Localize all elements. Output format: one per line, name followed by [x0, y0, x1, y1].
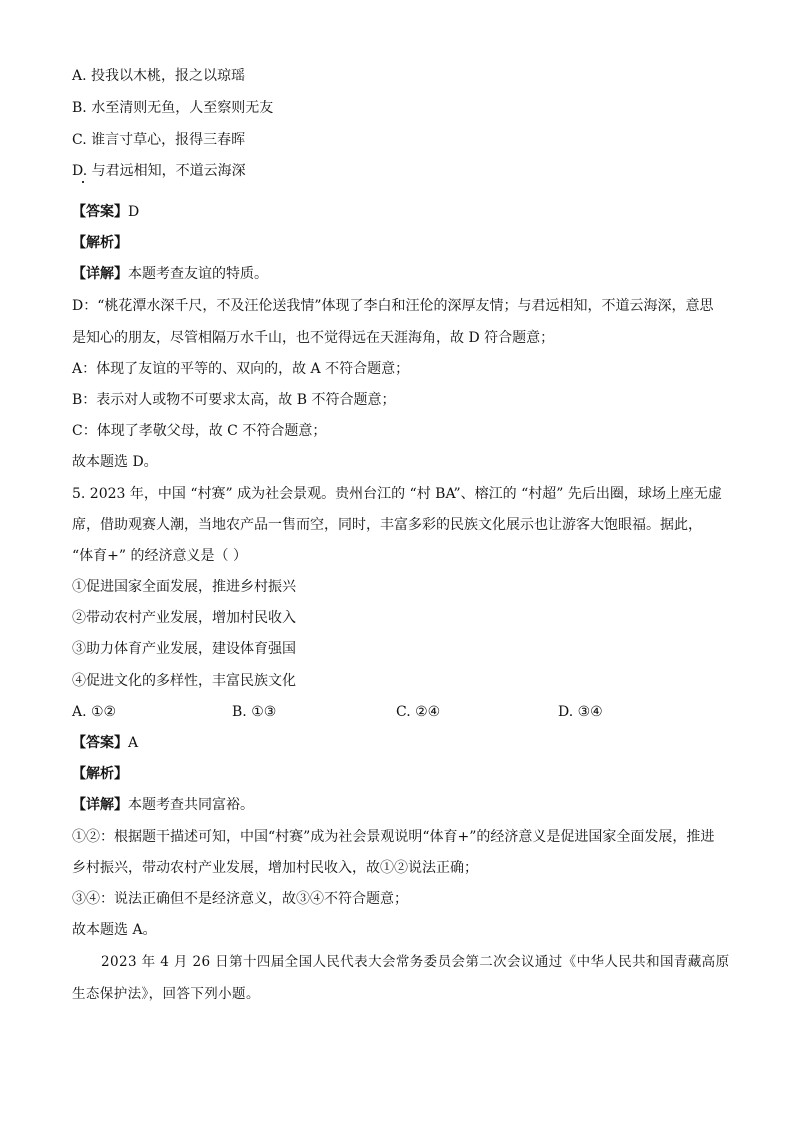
q5-conclusion: 故本题选 A。	[72, 922, 157, 938]
detail-intro-text: 本题考查友谊的特质。	[128, 266, 268, 282]
answer-label: 【答案】	[72, 735, 128, 751]
q5-choice-b: B. ①③	[232, 704, 277, 720]
q5-stem-line: 5. 2023 年，中国 “村赛” 成为社会景观。贵州台江的 “村 BA”、榕江的 “村超” 先后出圈，球场上座无虚	[72, 486, 722, 502]
detail-intro-text: 本题考查共同富裕。	[128, 797, 254, 813]
q4-detail-intro	[72, 264, 268, 284]
q5-choice-a: A. ①②	[72, 704, 117, 720]
q5-statement-3: ③助力体育产业发展，建设体育强国	[72, 641, 296, 657]
q5-stem-line: “体育+” 的经济意义是（ ）	[72, 548, 247, 564]
q4-answer	[72, 202, 139, 222]
q4-detail-line: C：体现了孝敬父母，故 C 不符合题意；	[72, 423, 327, 439]
q5-stem-line: 席，借助观赛人潮，当地农产品一售而空，同时，丰富多彩的民族文化展示也让游客大饱眼福。据此，	[72, 517, 702, 533]
q5-detail-line: 乡村振兴，带动农村产业发展，增加村民收入，故①②说法正确；	[72, 860, 478, 876]
q4-option-d: D. 与君远相知，不道云海深	[72, 163, 246, 179]
q5-choices	[72, 702, 692, 722]
q4-detail-line: A：体现了友谊的平等的、双向的，故 A 不符合题意；	[72, 361, 410, 377]
q5-detail-line: ③④：说法正确但不是经济意义，故③④不符合题意；	[72, 891, 408, 907]
q5-answer	[72, 733, 138, 753]
q5-analysis-label	[72, 764, 128, 784]
analysis-label: 【解析】	[72, 766, 128, 782]
q5-choice-d: D. ③④	[558, 704, 603, 720]
q4-option-b: B. 水至清则无鱼，人至察则无友	[72, 100, 274, 116]
q4-option-c: C. 谁言寸草心，报得三春晖	[72, 132, 246, 148]
answer-value: A	[128, 735, 139, 751]
material-line: 生态保护法》，回答下列小题。	[72, 986, 260, 1002]
q4-detail-line: D：“桃花潭水深千尺，不及汪伦送我情”体现了李白和汪伦的深厚友情；与君远相知，不道云海深，意思	[72, 298, 714, 314]
q5-statement-2: ②带动农村产业发展，增加村民收入	[72, 610, 296, 626]
stray-mark	[82, 181, 84, 183]
answer-value: D	[128, 204, 140, 220]
q4-detail-line: B：表示对人或物不可要求太高，故 B 不符合题意；	[72, 392, 396, 408]
q4-detail-line: 是知心的朋友，尽管相隔万水千山，也不觉得远在天涯海角，故 D 符合题意；	[72, 330, 555, 346]
q5-detail-line: ①②：根据题干描述可知，中国“村赛”成为社会景观说明“体育+”的经济意义是促进国家全面发展，推进	[72, 829, 715, 845]
q5-choice-c: C. ②④	[396, 704, 441, 720]
q4-conclusion: 故本题选 D。	[72, 454, 158, 470]
analysis-label: 【解析】	[72, 235, 128, 251]
q4-option-a: A. 投我以木桃，报之以琼瑶	[72, 68, 246, 84]
q5-statement-4: ④促进文化的多样性，丰富民族文化	[72, 673, 296, 689]
q5-statement-1: ①促进国家全面发展，推进乡村振兴	[72, 579, 296, 595]
detail-label: 【详解】	[72, 797, 128, 813]
answer-label: 【答案】	[72, 204, 128, 220]
material-line: 2023 年 4 月 26 日第十四届全国人民代表大会常务委员会第二次会议通过《中华人民共和国青藏高原	[101, 954, 730, 970]
q5-detail-intro	[72, 795, 254, 815]
q4-analysis-label	[72, 233, 128, 253]
detail-label: 【详解】	[72, 266, 128, 282]
